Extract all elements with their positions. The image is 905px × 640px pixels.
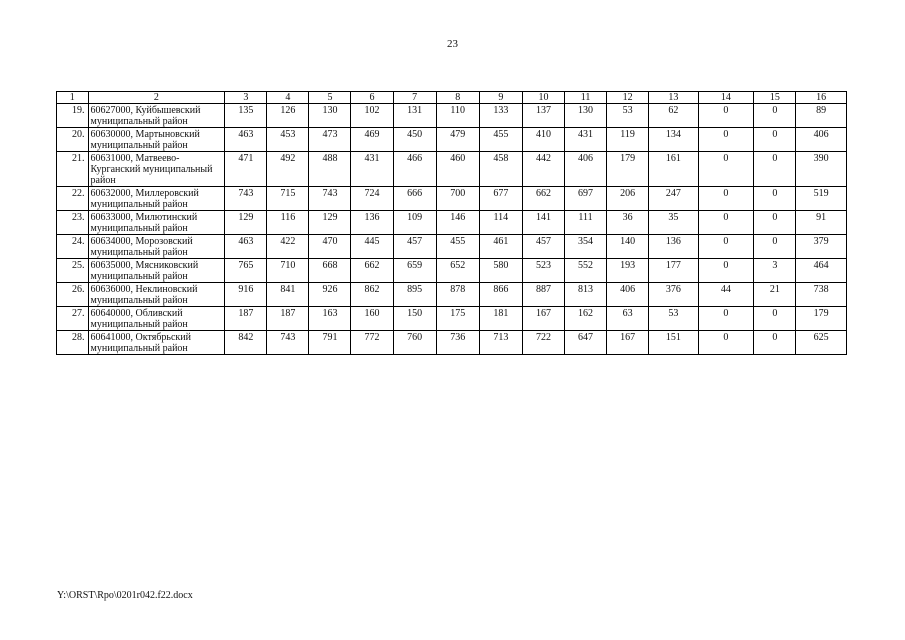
row-number: 23. xyxy=(57,211,89,235)
table-cell: 455 xyxy=(436,235,479,259)
table-cell: 36 xyxy=(607,211,649,235)
table-cell: 136 xyxy=(351,211,393,235)
table-cell: 129 xyxy=(309,211,351,235)
data-table xyxy=(56,91,847,355)
table-cell: 0 xyxy=(698,307,754,331)
table-cell: 713 xyxy=(479,331,522,355)
column-header: 15 xyxy=(754,92,796,104)
table-row xyxy=(57,283,847,307)
table-cell: 422 xyxy=(267,235,309,259)
table-cell: 813 xyxy=(564,283,606,307)
table-cell: 722 xyxy=(522,331,564,355)
table-cell: 141 xyxy=(522,211,564,235)
column-header: 3 xyxy=(225,92,267,104)
row-number: 24. xyxy=(57,235,89,259)
table-cell: 471 xyxy=(225,152,267,187)
table-cell: 109 xyxy=(393,211,436,235)
table-cell: 841 xyxy=(267,283,309,307)
table-cell: 463 xyxy=(225,128,267,152)
table-cell: 116 xyxy=(267,211,309,235)
table-cell: 473 xyxy=(309,128,351,152)
table-cell: 677 xyxy=(479,187,522,211)
table-cell: 488 xyxy=(309,152,351,187)
table-cell: 0 xyxy=(754,331,796,355)
table-cell: 137 xyxy=(522,104,564,128)
table-cell: 151 xyxy=(649,331,698,355)
table-cell: 0 xyxy=(698,235,754,259)
table-cell: 44 xyxy=(698,283,754,307)
table-cell: 114 xyxy=(479,211,522,235)
table-cell: 135 xyxy=(225,104,267,128)
district-name: 60636000, Неклиновский муниципальный район xyxy=(88,283,225,307)
district-name: 60634000, Морозовский муниципальный район xyxy=(88,235,225,259)
table-cell: 162 xyxy=(564,307,606,331)
table-cell: 442 xyxy=(522,152,564,187)
table-cell: 666 xyxy=(393,187,436,211)
table-cell: 580 xyxy=(479,259,522,283)
table-cell: 659 xyxy=(393,259,436,283)
table-cell: 177 xyxy=(649,259,698,283)
table-cell: 21 xyxy=(754,283,796,307)
table-cell: 187 xyxy=(225,307,267,331)
row-number: 26. xyxy=(57,283,89,307)
table-cell: 111 xyxy=(564,211,606,235)
table-cell: 662 xyxy=(522,187,564,211)
row-number: 20. xyxy=(57,128,89,152)
table-cell: 3 xyxy=(754,259,796,283)
table-cell: 842 xyxy=(225,331,267,355)
table-cell: 453 xyxy=(267,128,309,152)
table-cell: 724 xyxy=(351,187,393,211)
table-cell: 53 xyxy=(607,104,649,128)
table-cell: 187 xyxy=(267,307,309,331)
table-cell: 406 xyxy=(796,128,847,152)
header-row xyxy=(57,92,847,104)
table-cell: 0 xyxy=(754,235,796,259)
table-cell: 376 xyxy=(649,283,698,307)
table-cell: 0 xyxy=(698,259,754,283)
table-cell: 206 xyxy=(607,187,649,211)
table-cell: 445 xyxy=(351,235,393,259)
table-cell: 129 xyxy=(225,211,267,235)
table-cell: 131 xyxy=(393,104,436,128)
table-cell: 0 xyxy=(754,307,796,331)
table-cell: 150 xyxy=(393,307,436,331)
table-cell: 463 xyxy=(225,235,267,259)
column-header: 7 xyxy=(393,92,436,104)
table-cell: 926 xyxy=(309,283,351,307)
column-header: 16 xyxy=(796,92,847,104)
table-cell: 134 xyxy=(649,128,698,152)
table-cell: 523 xyxy=(522,259,564,283)
table-cell: 455 xyxy=(479,128,522,152)
table-cell: 492 xyxy=(267,152,309,187)
table-cell: 406 xyxy=(607,283,649,307)
table-cell: 406 xyxy=(564,152,606,187)
district-name: 60640000, Обливский муниципальный район xyxy=(88,307,225,331)
table-cell: 0 xyxy=(698,187,754,211)
table-cell: 379 xyxy=(796,235,847,259)
column-header: 13 xyxy=(649,92,698,104)
table-cell: 0 xyxy=(754,128,796,152)
table-cell: 140 xyxy=(607,235,649,259)
row-number: 28. xyxy=(57,331,89,355)
table-cell: 410 xyxy=(522,128,564,152)
column-header: 2 xyxy=(88,92,225,104)
table-cell: 743 xyxy=(267,331,309,355)
table-cell: 916 xyxy=(225,283,267,307)
table-cell: 130 xyxy=(564,104,606,128)
table-cell: 466 xyxy=(393,152,436,187)
table-cell: 136 xyxy=(649,235,698,259)
table-cell: 457 xyxy=(522,235,564,259)
table-row xyxy=(57,235,847,259)
table-cell: 167 xyxy=(607,331,649,355)
column-header: 1 xyxy=(57,92,89,104)
table-cell: 53 xyxy=(649,307,698,331)
district-name: 60631000, Матвеево-Курганский муниципальный район xyxy=(88,152,225,187)
district-name: 60641000, Октябрьский муниципальный район xyxy=(88,331,225,355)
table-cell: 133 xyxy=(479,104,522,128)
table-cell: 450 xyxy=(393,128,436,152)
table-row xyxy=(57,307,847,331)
column-header: 6 xyxy=(351,92,393,104)
table-cell: 652 xyxy=(436,259,479,283)
table-row xyxy=(57,152,847,187)
table-cell: 772 xyxy=(351,331,393,355)
file-path-footer: Y:\ORST\Rpo\0201r042.f22.docx xyxy=(57,590,193,601)
table-cell: 0 xyxy=(754,104,796,128)
column-header: 8 xyxy=(436,92,479,104)
table-cell: 625 xyxy=(796,331,847,355)
table-cell: 167 xyxy=(522,307,564,331)
table-row xyxy=(57,187,847,211)
page-number: 23 xyxy=(447,38,458,50)
table-cell: 0 xyxy=(754,211,796,235)
table-cell: 457 xyxy=(393,235,436,259)
district-name: 60635000, Мясниковский муниципальный район xyxy=(88,259,225,283)
column-header: 12 xyxy=(607,92,649,104)
table-cell: 862 xyxy=(351,283,393,307)
district-name: 60632000, Миллеровский муниципальный район xyxy=(88,187,225,211)
table-cell: 743 xyxy=(225,187,267,211)
table-cell: 179 xyxy=(607,152,649,187)
table-cell: 89 xyxy=(796,104,847,128)
table-cell: 552 xyxy=(564,259,606,283)
table-cell: 458 xyxy=(479,152,522,187)
table-cell: 181 xyxy=(479,307,522,331)
table-cell: 866 xyxy=(479,283,522,307)
district-name: 60630000, Мартыновский муниципальный район xyxy=(88,128,225,152)
table-cell: 390 xyxy=(796,152,847,187)
table-cell: 662 xyxy=(351,259,393,283)
table-cell: 736 xyxy=(436,331,479,355)
table-cell: 878 xyxy=(436,283,479,307)
table-row xyxy=(57,128,847,152)
row-number: 25. xyxy=(57,259,89,283)
table-cell: 110 xyxy=(436,104,479,128)
table-cell: 175 xyxy=(436,307,479,331)
table-row xyxy=(57,211,847,235)
row-number: 19. xyxy=(57,104,89,128)
table-header xyxy=(57,92,847,104)
table-cell: 647 xyxy=(564,331,606,355)
table-cell: 130 xyxy=(309,104,351,128)
table-row xyxy=(57,331,847,355)
column-header: 14 xyxy=(698,92,754,104)
table-cell: 0 xyxy=(698,104,754,128)
table-cell: 715 xyxy=(267,187,309,211)
table-cell: 35 xyxy=(649,211,698,235)
column-header: 11 xyxy=(564,92,606,104)
table-cell: 461 xyxy=(479,235,522,259)
district-name: 60633000, Милютинский муниципальный район xyxy=(88,211,225,235)
table-cell: 160 xyxy=(351,307,393,331)
table-cell: 895 xyxy=(393,283,436,307)
table-cell: 0 xyxy=(698,331,754,355)
table-cell: 0 xyxy=(754,187,796,211)
table-cell: 470 xyxy=(309,235,351,259)
row-number: 22. xyxy=(57,187,89,211)
table-cell: 146 xyxy=(436,211,479,235)
table-cell: 354 xyxy=(564,235,606,259)
district-name: 60627000, Куйбышевский муниципальный район xyxy=(88,104,225,128)
table-cell: 119 xyxy=(607,128,649,152)
table-cell: 0 xyxy=(698,211,754,235)
column-header: 5 xyxy=(309,92,351,104)
table-cell: 126 xyxy=(267,104,309,128)
table-cell: 887 xyxy=(522,283,564,307)
table-cell: 791 xyxy=(309,331,351,355)
table-cell: 479 xyxy=(436,128,479,152)
row-number: 21. xyxy=(57,152,89,187)
table-cell: 668 xyxy=(309,259,351,283)
table-cell: 700 xyxy=(436,187,479,211)
column-header: 9 xyxy=(479,92,522,104)
table-cell: 710 xyxy=(267,259,309,283)
table-cell: 161 xyxy=(649,152,698,187)
table-cell: 431 xyxy=(351,152,393,187)
table-cell: 519 xyxy=(796,187,847,211)
column-header: 10 xyxy=(522,92,564,104)
table-cell: 193 xyxy=(607,259,649,283)
table-cell: 63 xyxy=(607,307,649,331)
table-cell: 0 xyxy=(698,128,754,152)
table-cell: 91 xyxy=(796,211,847,235)
table-row xyxy=(57,259,847,283)
table-cell: 102 xyxy=(351,104,393,128)
table-cell: 469 xyxy=(351,128,393,152)
table-cell: 738 xyxy=(796,283,847,307)
table-body xyxy=(57,104,847,355)
table-cell: 247 xyxy=(649,187,698,211)
table-cell: 431 xyxy=(564,128,606,152)
table-cell: 697 xyxy=(564,187,606,211)
table-cell: 460 xyxy=(436,152,479,187)
table-cell: 179 xyxy=(796,307,847,331)
table-cell: 62 xyxy=(649,104,698,128)
row-number: 27. xyxy=(57,307,89,331)
table-cell: 760 xyxy=(393,331,436,355)
table-row xyxy=(57,104,847,128)
column-header: 4 xyxy=(267,92,309,104)
table-cell: 743 xyxy=(309,187,351,211)
table-cell: 163 xyxy=(309,307,351,331)
table-cell: 0 xyxy=(698,152,754,187)
table-cell: 464 xyxy=(796,259,847,283)
table-cell: 765 xyxy=(225,259,267,283)
table-cell: 0 xyxy=(754,152,796,187)
